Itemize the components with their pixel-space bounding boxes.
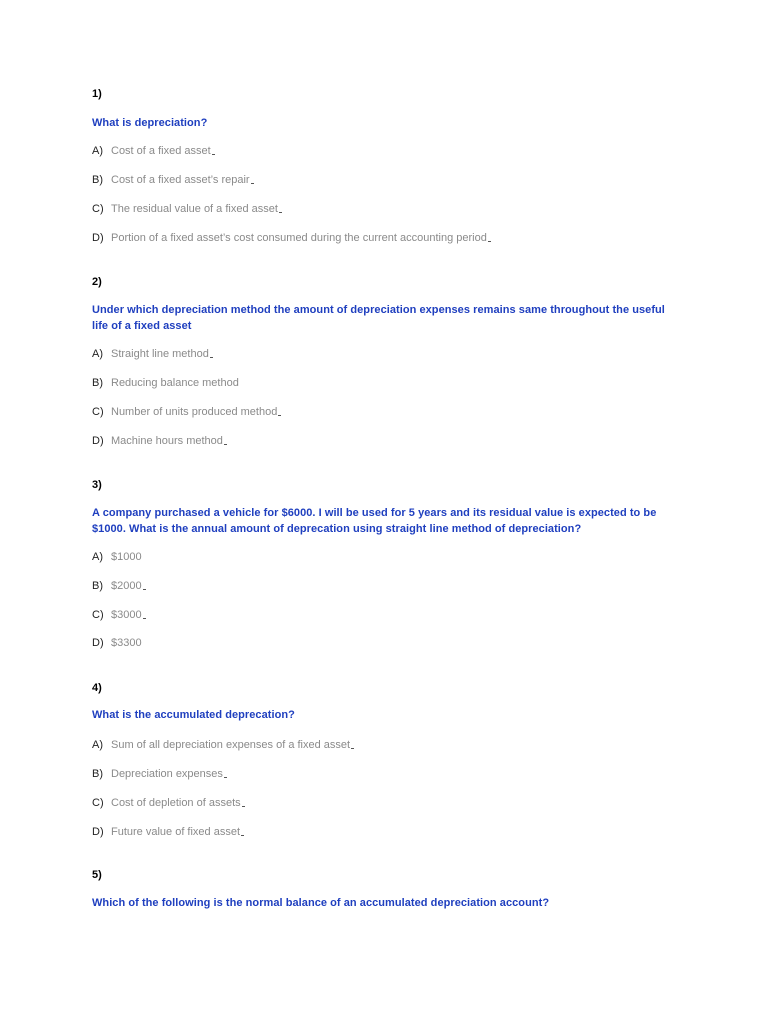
option-c — [92, 608, 146, 622]
option-text: $3000 — [111, 609, 142, 621]
option-letter: D) — [92, 826, 104, 838]
question-number: 4) — [92, 682, 102, 694]
option-text: Cost of depletion of assets — [111, 797, 241, 809]
option-text: Cost of a fixed asset — [111, 145, 211, 157]
option-a — [92, 738, 354, 752]
option-b — [92, 579, 146, 593]
option-b — [92, 173, 254, 187]
answer-blank-mark — [143, 589, 146, 590]
option-text: Machine hours method — [111, 435, 223, 447]
question-number: 3) — [92, 479, 102, 491]
option-letter: A) — [92, 348, 103, 360]
option-text: Reducing balance method — [111, 377, 239, 389]
option-d — [92, 231, 491, 245]
answer-blank-mark — [251, 183, 254, 184]
option-text: $1000 — [111, 551, 142, 563]
option-a — [92, 144, 215, 158]
option-text: Portion of a fixed asset’s cost consumed during the current accounting period — [111, 232, 487, 244]
option-letter: B) — [92, 580, 103, 592]
answer-blank-mark — [224, 777, 227, 778]
option-text: Future value of fixed asset — [111, 826, 241, 838]
option-text: Number of units produced method — [111, 406, 278, 418]
option-letter: C) — [92, 609, 104, 621]
answer-blank-mark — [351, 748, 354, 749]
question-text: Under which depreciation method the amount of depreciation expenses remains same throughout the useful life of a fixed asset — [92, 304, 665, 332]
option-text: Cost of a fixed asset’s repair — [111, 174, 250, 186]
option-letter: D) — [92, 232, 104, 244]
option-d — [92, 636, 142, 650]
answer-blank-mark — [241, 835, 244, 836]
answer-blank-mark — [212, 154, 215, 155]
option-letter: C) — [92, 406, 104, 418]
option-text: Depreciation expenses — [111, 768, 223, 780]
answer-blank-mark — [210, 357, 213, 358]
question-number: 5) — [92, 869, 102, 881]
answer-blank-mark — [278, 415, 281, 416]
option-letter: C) — [92, 797, 104, 809]
question-text: Which of the following is the normal balance of an accumulated depreciation account? — [92, 897, 550, 909]
option-c — [92, 202, 282, 216]
option-c — [92, 405, 281, 419]
option-b — [92, 767, 227, 781]
option-c — [92, 796, 245, 810]
option-letter: D) — [92, 435, 104, 447]
question-text: What is depreciation? — [92, 117, 208, 129]
option-letter: B) — [92, 768, 103, 780]
option-a — [92, 347, 213, 361]
option-letter: D) — [92, 637, 104, 649]
option-letter: A) — [92, 551, 103, 563]
option-text: $2000 — [111, 580, 142, 592]
option-text: $3300 — [111, 637, 142, 649]
question-text: A company purchased a vehicle for $6000. I will be used for 5 years and its residual value is expected to be $1000. What is the annual amount of deprecation using straight line method of depreciation? — [92, 507, 657, 535]
option-letter: A) — [92, 145, 103, 157]
question-number: 1) — [92, 88, 102, 100]
option-letter: B) — [92, 377, 103, 389]
answer-blank-mark — [488, 241, 491, 242]
option-letter: A) — [92, 739, 103, 751]
answer-blank-mark — [279, 212, 282, 213]
option-d — [92, 825, 244, 839]
option-letter: C) — [92, 203, 104, 215]
option-text: Sum of all depreciation expenses of a fixed asset — [111, 739, 351, 751]
answer-blank-mark — [224, 444, 227, 445]
question-number: 2) — [92, 276, 102, 288]
option-text: The residual value of a fixed asset — [111, 203, 278, 215]
option-text: Straight line method — [111, 348, 209, 360]
option-letter: B) — [92, 174, 103, 186]
option-d — [92, 434, 227, 448]
answer-blank-mark — [143, 618, 146, 619]
option-a — [92, 550, 142, 564]
question-text: What is the accumulated deprecation? — [92, 709, 295, 721]
answer-blank-mark — [242, 806, 245, 807]
option-b — [92, 376, 239, 390]
